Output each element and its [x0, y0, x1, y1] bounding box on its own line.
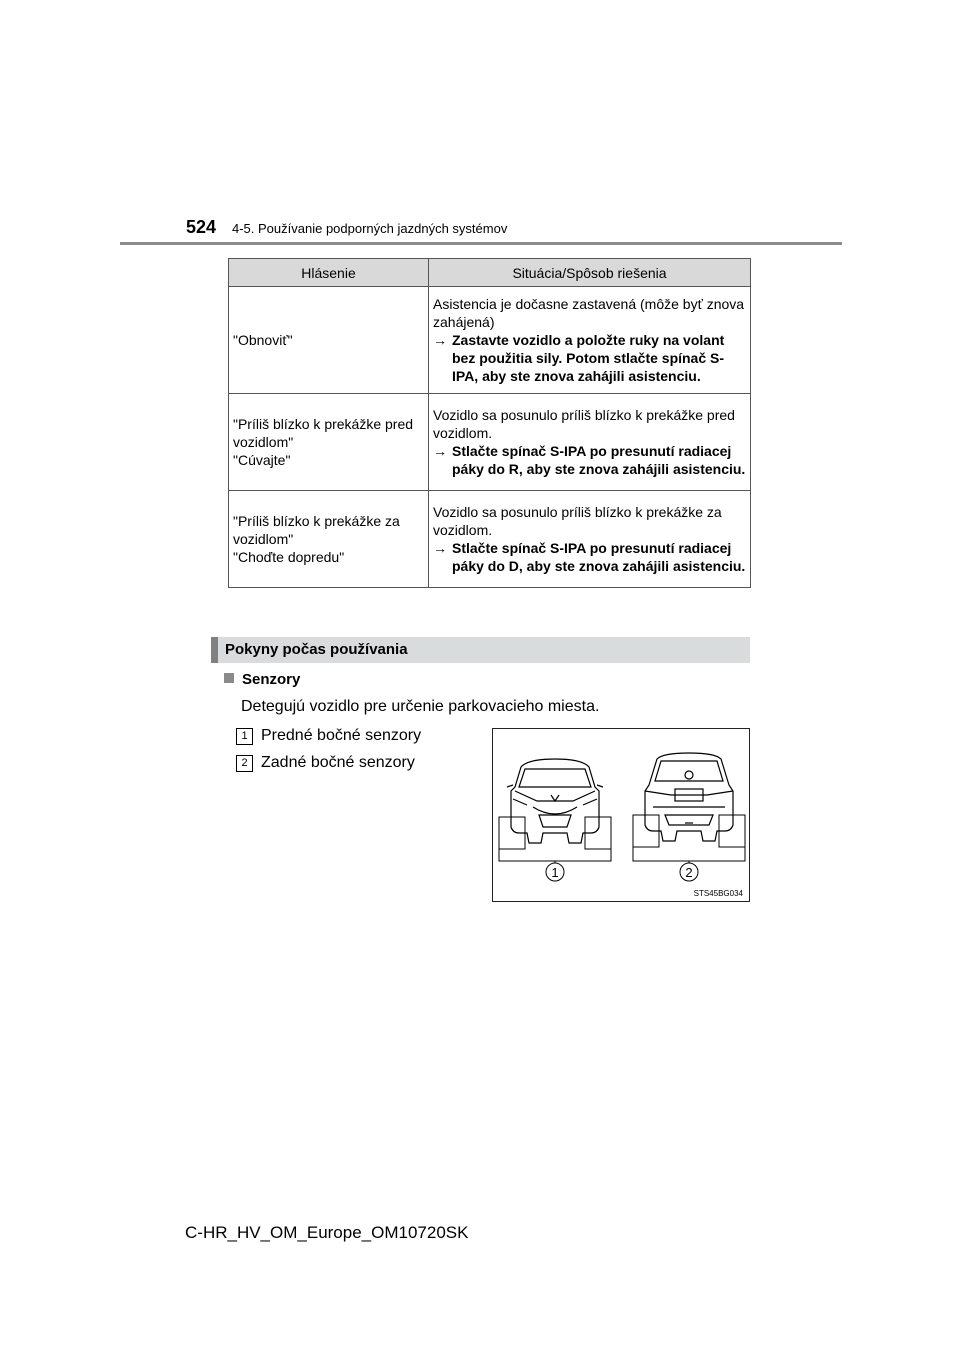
body-text: Detegujú vozidlo pre určenie parkovacieho miesta.: [241, 698, 600, 715]
callout-label-2: 2: [685, 865, 693, 880]
legend-item-front-sensors: [236, 726, 421, 746]
action-text: [433, 331, 746, 385]
situation-cell: [429, 491, 751, 588]
table-header-row: [229, 259, 751, 287]
car-front-view-icon: [507, 759, 603, 843]
action-text: [433, 442, 746, 478]
footer-document-code: C-HR_HV_OM_Europe_OM10720SK: [185, 1223, 469, 1242]
figure-code: STS45BG034: [693, 889, 743, 898]
situation-text: Vozidlo sa posunulo príliš blízko k prekážke pred vozidlom.: [433, 407, 735, 441]
section-heading: Pokyny počas používania: [211, 637, 750, 663]
arrow-icon: →: [433, 443, 447, 459]
message-text: "Choďte dopredu": [233, 549, 345, 565]
car-rear-view-icon: [645, 753, 733, 841]
car-sensor-illustration: [493, 729, 751, 903]
message-text: "Príliš blízko k prekážke pred vozidlom": [233, 416, 414, 450]
table-row: [229, 394, 751, 491]
callout-label-1: 1: [551, 865, 559, 880]
square-bullet-icon: [224, 673, 234, 683]
action-label: Stlačte spínač S-IPA po presunutí radiacej páky do R, aby ste znova zahájili asistenciu.: [452, 443, 746, 477]
situation-cell: [429, 287, 751, 394]
arrow-icon: →: [433, 540, 447, 556]
legend-label: Zadné bočné senzory: [261, 754, 415, 771]
message-text: "Cúvajte": [233, 452, 291, 468]
message-text: "Obnoviť": [233, 332, 293, 348]
sensor-figure: [492, 728, 750, 902]
bullet-title-text: Senzory: [242, 671, 301, 688]
legend-label: Predné bočné senzory: [261, 727, 422, 744]
action-label: Stlačte spínač S-IPA po presunutí radiacej páky do D, aby ste znova zahájili asistenciu.: [452, 540, 746, 574]
situation-cell: [429, 394, 751, 491]
number-badge-icon: 2: [236, 755, 253, 772]
action-label: Zastavte vozidlo a položte ruky na volant bez použitia sily. Potom stlačte spínač S-IPA, aby ste znova zahájili asistenciu.: [452, 332, 725, 384]
arrow-icon: →: [433, 332, 447, 348]
message-table: [228, 258, 751, 588]
table-row: [229, 287, 751, 394]
table-header-situation: Situácia/Spôsob riešenia: [429, 259, 751, 287]
section-title: 4-5. Používanie podporných jazdných systémov: [232, 221, 508, 236]
number-badge-icon: 1: [236, 728, 253, 745]
legend-item-rear-sensors: [236, 753, 415, 773]
callout-leader-2: [633, 847, 745, 863]
callout-leader-1: [499, 849, 611, 863]
action-text: [433, 539, 746, 575]
message-cell: [229, 491, 429, 588]
message-cell: [229, 287, 429, 394]
situation-text: Vozidlo sa posunulo príliš blízko k prekážke za vozidlom.: [433, 504, 722, 538]
bullet-title: [224, 671, 300, 689]
table-row: [229, 491, 751, 588]
situation-text: Asistencia je dočasne zastavená (môže byť znova zahájená): [433, 296, 745, 330]
page-number: 524: [186, 217, 217, 237]
message-text: "Príliš blízko k prekážke za vozidlom": [233, 513, 400, 547]
message-cell: [229, 394, 429, 491]
table-header-message: Hlásenie: [229, 259, 429, 287]
header-rule: [120, 242, 842, 245]
